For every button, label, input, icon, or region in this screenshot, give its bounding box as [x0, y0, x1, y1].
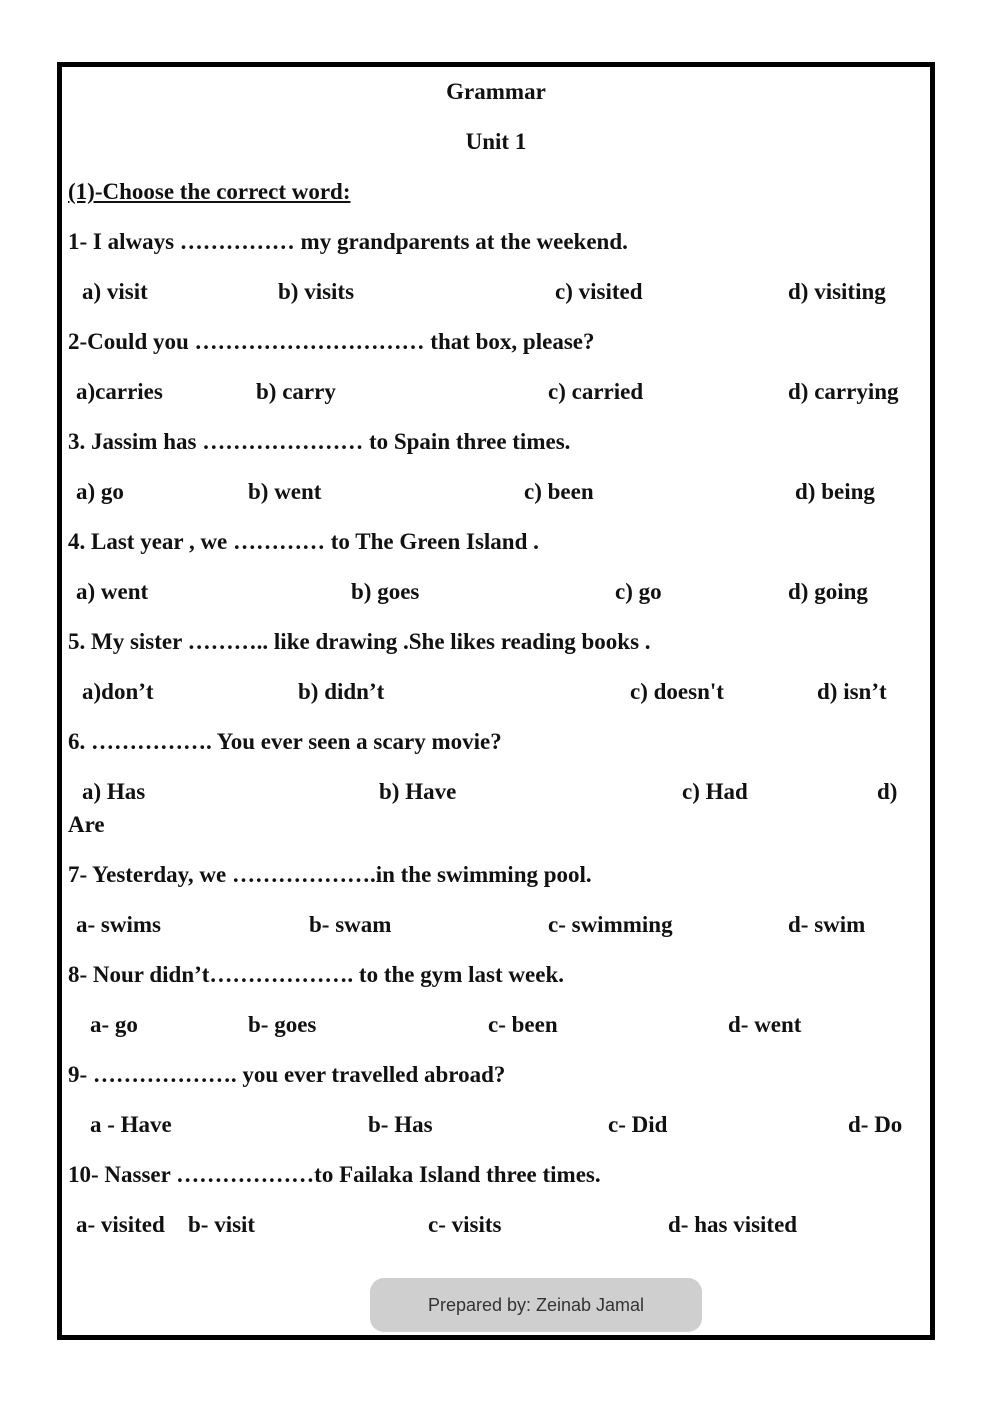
q4-option-d[interactable]: d) going — [788, 579, 868, 604]
unit-label: Unit 1 — [465, 129, 527, 154]
section-heading: (1)-Choose the correct word: — [68, 179, 351, 204]
q6-option-a[interactable]: a) Has — [82, 779, 146, 804]
q4-option-a[interactable]: a) went — [76, 579, 149, 604]
q9-option-d[interactable]: d- Do — [848, 1112, 903, 1137]
question-10-text: 10- Nasser ………………to Failaka Island three times. — [68, 1162, 601, 1187]
q9-option-a[interactable]: a - Have — [90, 1112, 172, 1137]
q3-option-b[interactable]: b) went — [248, 479, 322, 504]
q6-option-c[interactable]: c) Had — [682, 779, 748, 804]
question-1-text: 1- I always …………… my grandparents at the weekend. — [68, 229, 628, 254]
question-5-text: 5. My sister ……….. like drawing .She likes reading books . — [68, 629, 651, 654]
q2-option-d[interactable]: d) carrying — [788, 379, 899, 404]
q4-option-b[interactable]: b) goes — [351, 579, 420, 604]
q4-option-c[interactable]: c) go — [615, 579, 662, 604]
question-6-text: 6. ……………. You ever seen a scary movie? — [68, 729, 502, 754]
question-9-text: 9- ………………. you ever travelled abroad? — [68, 1062, 506, 1087]
q10-option-d[interactable]: d- has visited — [668, 1212, 798, 1237]
q6-option-d-word[interactable]: Are — [68, 812, 105, 837]
q5-option-b[interactable]: b) didn’t — [298, 679, 385, 704]
page-title: Grammar — [446, 79, 546, 104]
q7-option-d[interactable]: d- swim — [788, 912, 866, 937]
question-2-text: 2-Could you ………………………… that box, please? — [68, 329, 595, 354]
q3-option-c[interactable]: c) been — [524, 479, 594, 504]
q8-option-b[interactable]: b- goes — [248, 1012, 317, 1037]
q6-option-d-letter[interactable]: d) — [877, 779, 898, 804]
q10-option-c[interactable]: c- visits — [428, 1212, 502, 1237]
question-3-text: 3. Jassim has ………………… to Spain three times. — [68, 429, 571, 454]
q9-option-b[interactable]: b- Has — [368, 1112, 433, 1137]
q7-option-a[interactable]: a- swims — [76, 912, 161, 937]
q2-option-a[interactable]: a)carries — [76, 379, 163, 404]
q3-option-d[interactable]: d) being — [795, 479, 875, 504]
q7-option-b[interactable]: b- swam — [309, 912, 392, 937]
q2-option-c[interactable]: c) carried — [548, 379, 644, 404]
q8-option-c[interactable]: c- been — [488, 1012, 558, 1037]
q5-option-d[interactable]: d) isn’t — [817, 679, 887, 704]
question-7-text: 7- Yesterday, we ……………….in the swimming pool. — [68, 862, 592, 887]
q8-option-d[interactable]: d- went — [728, 1012, 802, 1037]
q1-option-c[interactable]: c) visited — [555, 279, 643, 304]
q1-option-a[interactable]: a) visit — [82, 279, 148, 304]
q7-option-c[interactable]: c- swimming — [548, 912, 673, 937]
q8-option-a[interactable]: a- go — [90, 1012, 138, 1037]
q1-option-b[interactable]: b) visits — [278, 279, 355, 304]
q5-option-c[interactable]: c) doesn't — [630, 679, 724, 704]
question-4-text: 4. Last year , we ………… to The Green Island . — [68, 529, 539, 554]
q10-option-a[interactable]: a- visited — [76, 1212, 165, 1237]
q9-option-c[interactable]: c- Did — [608, 1112, 668, 1137]
q5-option-a[interactable]: a)don’t — [82, 679, 154, 704]
question-8-text: 8- Nour didn’t………………. to the gym last week. — [68, 962, 564, 987]
q6-option-b[interactable]: b) Have — [379, 779, 457, 804]
q3-option-a[interactable]: a) go — [76, 479, 124, 504]
q10-option-b[interactable]: b- visit — [188, 1212, 256, 1237]
author-credit-badge: Prepared by: Zeinab Jamal — [370, 1278, 702, 1332]
q2-option-b[interactable]: b) carry — [256, 379, 336, 404]
q1-option-d[interactable]: d) visiting — [788, 279, 886, 304]
